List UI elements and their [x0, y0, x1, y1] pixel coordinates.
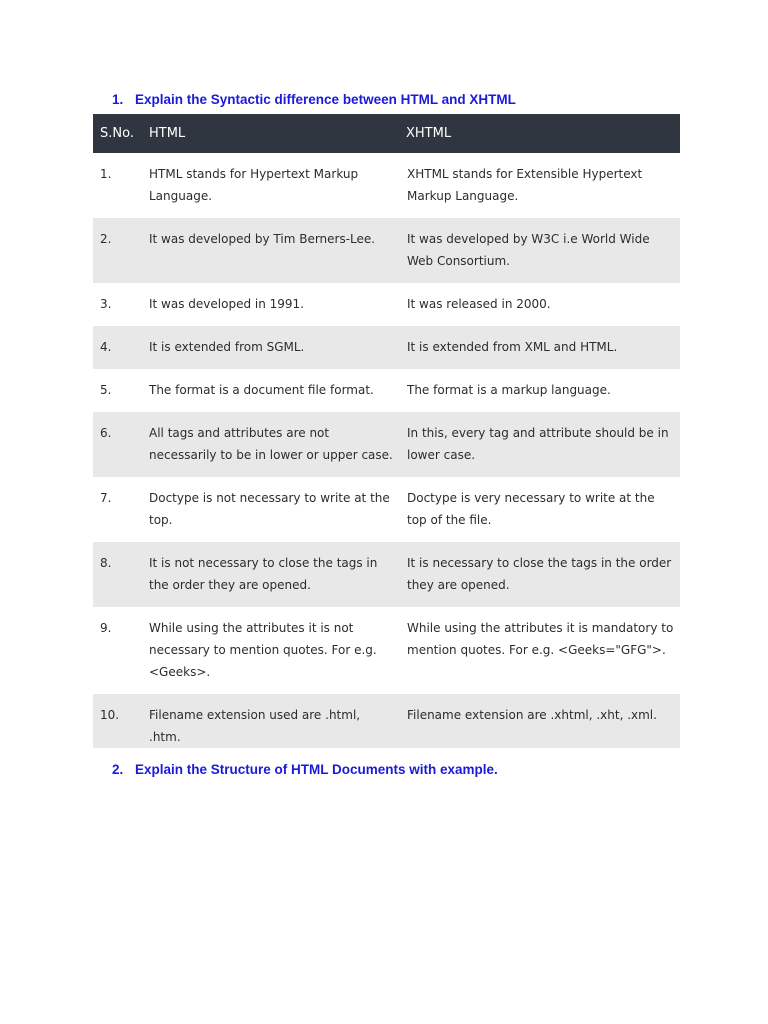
table-row	[93, 218, 680, 283]
cell-html: Filename extension used are .html, .htm.	[142, 694, 400, 748]
cell-html: Doctype is not necessary to write at the top.	[142, 477, 400, 542]
table-row	[93, 369, 680, 412]
cell-sno: 9.	[93, 607, 142, 694]
column-header-html: HTML	[142, 114, 400, 153]
cell-html: All tags and attributes are not necessarily to be in lower or upper case.	[142, 412, 400, 477]
table-row	[93, 477, 680, 542]
cell-html: While using the attributes it is not necessary to mention quotes. For e.g. <Geeks>.	[142, 607, 400, 694]
cell-xhtml: Filename extension are .xhtml, .xht, .xml.	[400, 694, 680, 748]
table-row	[93, 153, 680, 218]
column-header-sno: S.No.	[93, 114, 142, 153]
table-row	[93, 283, 680, 326]
cell-sno: 7.	[93, 477, 142, 542]
cell-sno: 2.	[93, 218, 142, 283]
cell-xhtml: The format is a markup language.	[400, 369, 680, 412]
cell-html: It was developed by Tim Berners-Lee.	[142, 218, 400, 283]
cell-xhtml: Doctype is very necessary to write at the top of the file.	[400, 477, 680, 542]
column-header-xhtml: XHTML	[400, 114, 680, 153]
cell-xhtml: It was released in 2000.	[400, 283, 680, 326]
cell-xhtml: It is necessary to close the tags in the order they are opened.	[400, 542, 680, 607]
cell-html: It was developed in 1991.	[142, 283, 400, 326]
cell-html: The format is a document file format.	[142, 369, 400, 412]
question-number: 2.	[112, 762, 124, 777]
cell-sno: 5.	[93, 369, 142, 412]
table-row	[93, 542, 680, 607]
table-header-row	[93, 114, 680, 153]
table-row	[93, 607, 680, 694]
question-1-heading	[112, 92, 516, 107]
html-vs-xhtml-table	[93, 114, 680, 748]
question-2-heading	[112, 762, 498, 777]
table-row	[93, 326, 680, 369]
question-text: Explain the Structure of HTML Documents with example.	[135, 762, 498, 777]
cell-sno: 3.	[93, 283, 142, 326]
cell-html: It is not necessary to close the tags in the order they are opened.	[142, 542, 400, 607]
table-row	[93, 412, 680, 477]
cell-sno: 10.	[93, 694, 142, 748]
cell-xhtml: While using the attributes it is mandatory to mention quotes. For e.g. <Geeks="GFG">.	[400, 607, 680, 694]
question-number: 1.	[112, 92, 124, 107]
question-text: Explain the Syntactic difference between HTML and XHTML	[135, 92, 516, 107]
cell-xhtml: It is extended from XML and HTML.	[400, 326, 680, 369]
cell-xhtml: XHTML stands for Extensible Hypertext Markup Language.	[400, 153, 680, 218]
cell-sno: 1.	[93, 153, 142, 218]
cell-html: HTML stands for Hypertext Markup Language.	[142, 153, 400, 218]
cell-xhtml: It was developed by W3C i.e World Wide Web Consortium.	[400, 218, 680, 283]
cell-html: It is extended from SGML.	[142, 326, 400, 369]
cell-xhtml: In this, every tag and attribute should be in lower case.	[400, 412, 680, 477]
cell-sno: 4.	[93, 326, 142, 369]
cell-sno: 8.	[93, 542, 142, 607]
table-row	[93, 694, 680, 748]
cell-sno: 6.	[93, 412, 142, 477]
